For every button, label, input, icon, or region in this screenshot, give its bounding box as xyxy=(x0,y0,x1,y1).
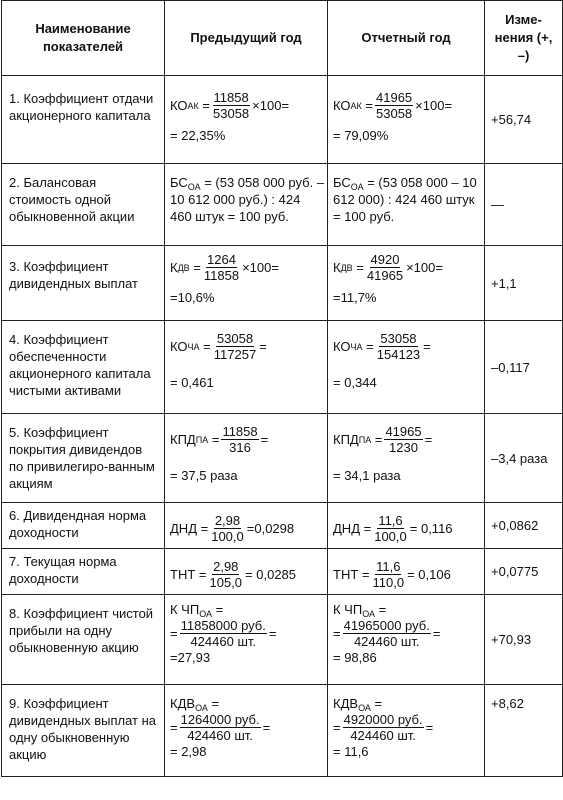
formula-lhs: К $ЧП_{ОА}$ = xyxy=(333,602,387,619)
table-row xyxy=(2,503,563,549)
reporting-year-cell xyxy=(328,414,485,503)
formula: = $\frac{\text{41965000 руб.}}{424460 шт.}$ = xyxy=(333,618,441,649)
formula: ДНД = $\frac{11,6}{100,0}$ = 0,116 xyxy=(333,513,453,544)
change-value: +0,0862 xyxy=(485,503,563,549)
table-row xyxy=(2,76,563,164)
formula: = $\frac{\text{11858000 руб.}}{424460 шт.}$ = xyxy=(170,618,277,649)
change-value: –3,4 раза xyxy=(485,414,563,503)
previous-year-cell: $БС_{ОА} = (53$ 058 000 руб. – 10 612 000 руб.) : 424 460 штук = 100 руб. xyxy=(165,164,328,246)
reporting-year-cell xyxy=(328,595,485,685)
previous-year-cell xyxy=(165,246,328,321)
row-name: 4. Коэффициент обеспеченности акционерного капитала чистыми активами xyxy=(2,321,165,414)
previous-year-cell xyxy=(165,595,328,685)
header-previous-year: Предыдущий год xyxy=(165,1,328,76)
formula: КО ЧА = $\frac{53058}{154123}$ = xyxy=(333,331,431,362)
reporting-year-cell xyxy=(328,503,485,549)
reporting-year-cell: $БС_{ОА} = (53$ 058 000 – 10 612 000) : 424 460 штук = 100 руб. xyxy=(328,164,485,246)
formula-result: = 0,344 xyxy=(333,375,377,390)
row-name: 3. Коэффициент дивидендных выплат xyxy=(2,246,165,321)
reporting-year-cell xyxy=(328,246,485,321)
reporting-year-cell xyxy=(328,685,485,777)
row-name: 6. Дивидендная норма доходности xyxy=(2,503,165,549)
formula: ДНД = $\frac{2,98}{100,0}$ =0,0298 xyxy=(170,513,295,544)
indicators-table xyxy=(1,0,563,777)
reporting-year-cell xyxy=(328,76,485,164)
row-name: 8. Коэффициент чистой прибыли на одну обыкновенную акцию xyxy=(2,595,165,685)
previous-year-cell xyxy=(165,76,328,164)
change-value: — xyxy=(485,164,563,246)
formula: ТНТ = $\frac{2,98}{105,0}$ = 0,0285 xyxy=(170,559,297,590)
formula-result: = 22,35% xyxy=(170,128,226,143)
table-row xyxy=(2,321,563,414)
row-name: 2. Балансовая стоимость одной обыкновенной акции xyxy=(2,164,165,246)
change-value: +0,0775 xyxy=(485,549,563,595)
row-name: 7. Текущая норма доходности xyxy=(2,549,165,595)
formula-lhs: $КДВ_{ОА}$ = xyxy=(170,696,220,713)
header-indicator-name: Наименование показателей xyxy=(2,1,165,76)
change-value: +8,62 xyxy=(485,685,563,777)
formula: КПД ПА = $\frac{41965}{1230}$ = xyxy=(333,424,433,455)
table-row xyxy=(2,549,563,595)
formula-result: = 37,5 раза xyxy=(170,468,238,483)
previous-year-cell xyxy=(165,414,328,503)
formula: КПД ПА = $\frac{11858}{316}$ = xyxy=(170,424,269,455)
row-name: 1. Коэффициент отдачи акционерного капитала xyxy=(2,76,165,164)
table-row xyxy=(2,414,563,503)
formula: ТНТ = $\frac{11,6}{110,0}$ = 0,106 xyxy=(333,559,451,590)
reporting-year-cell xyxy=(328,321,485,414)
change-value: +56,74 xyxy=(485,76,563,164)
change-value: –0,117 xyxy=(485,321,563,414)
formula: КО АК = $\frac{11858}{53058}$ ×100 = xyxy=(170,90,290,121)
table-row xyxy=(2,164,563,246)
table-row xyxy=(2,246,563,321)
formula-lhs: К $ЧП_{ОА}$ = xyxy=(170,602,224,619)
formula-result: = 98,86 xyxy=(333,650,377,665)
formula-result: = 34,1 раза xyxy=(333,468,401,483)
header-changes: Изме-нения (+, –) xyxy=(485,1,563,76)
formula-result: = 79,09% xyxy=(333,128,389,143)
table-row xyxy=(2,685,563,777)
row-name: 5. Коэффициент покрытия дивидендов по привилегиро-ванным акциям xyxy=(2,414,165,503)
formula: КО ЧА = $\frac{53058}{117257}$ = xyxy=(170,331,267,362)
header-reporting-year: Отчетный год xyxy=(328,1,485,76)
formula-result: =11,7% xyxy=(333,290,377,305)
table-header-row xyxy=(2,1,563,76)
table-row xyxy=(2,595,563,685)
formula: = $\frac{\text{4920000 руб.}}{424460 шт.}$ = xyxy=(333,712,434,743)
formula-lhs: $КДВ_{ОА}$ = xyxy=(333,696,383,713)
formula: КО АК = $\frac{41965}{53058}$ ×100 = xyxy=(333,90,453,121)
row-name: 9. Коэффициент дивидендных выплат на одну обыкновенную акцию xyxy=(2,685,165,777)
change-value: +70,93 xyxy=(485,595,563,685)
formula-result: = 2,98 xyxy=(170,744,207,759)
formula-result: = 0,461 xyxy=(170,375,214,390)
formula: = $\frac{\text{1264000 руб.}}{424460 шт.}$ = xyxy=(170,712,271,743)
formula: К ДВ = $\frac{1264}{11858}$ ×100 = xyxy=(170,252,279,283)
reporting-year-cell xyxy=(328,549,485,595)
change-value: +1,1 xyxy=(485,246,563,321)
previous-year-cell xyxy=(165,685,328,777)
previous-year-cell xyxy=(165,549,328,595)
formula-result: = 11,6 xyxy=(333,744,369,759)
previous-year-cell xyxy=(165,321,328,414)
formula-result: =27,93 xyxy=(170,650,211,665)
formula: К ДВ = $\frac{4920}{41965}$ ×100 = xyxy=(333,252,443,283)
formula-result: =10,6% xyxy=(170,290,215,305)
previous-year-cell xyxy=(165,503,328,549)
